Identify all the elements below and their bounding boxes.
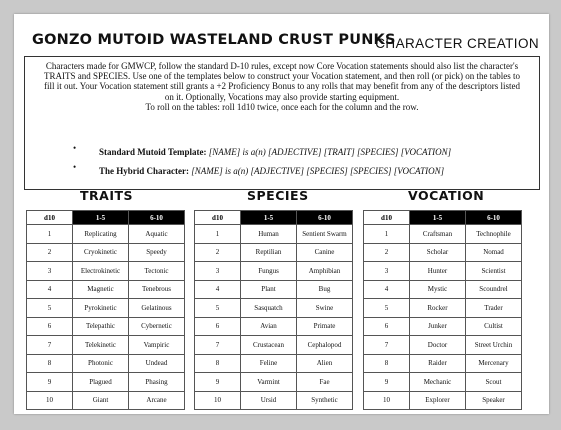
intro-paragraph: Characters made for GMWCP, follow the standard D-10 rules, except now Core Vocation statements should also list the character's TRAITS and SPECIES. Use one of the templates below to construct your Vocation statement, and then roll (or pick) on the tables to fill it out. Your Vocation statement still grants a +2 Proficiency Bonus to any rolls that may benefit from any of the descriptors listed on it. Optionally, Vocations may also provide starting equipment. bbox=[43, 61, 521, 102]
vocation-heading: VOCATION bbox=[408, 188, 485, 203]
roll-number-cell: 5 bbox=[27, 299, 73, 318]
template-hybrid-text: [NAME] is a(n) [ADJECTIVE] [SPECIES] [SPECIES] [VOCATION] bbox=[191, 166, 445, 176]
roll-number-cell: 10 bbox=[27, 391, 73, 410]
result-cell: Amphibian bbox=[297, 262, 353, 281]
traits-heading: TRAITS bbox=[80, 188, 134, 203]
table-row bbox=[195, 373, 353, 392]
roll-number-cell: 9 bbox=[195, 373, 241, 392]
roll-number-cell: 9 bbox=[364, 373, 410, 392]
table-header-col2: 6-10 bbox=[297, 211, 353, 225]
result-cell: Mystic bbox=[410, 280, 466, 299]
result-cell: Sentient Swarm bbox=[297, 225, 353, 244]
roll-number-cell: 5 bbox=[195, 299, 241, 318]
result-cell: Tenebrous bbox=[129, 280, 185, 299]
table-row bbox=[27, 299, 185, 318]
result-cell: Synthetic bbox=[297, 391, 353, 410]
roll-number-cell: 10 bbox=[195, 391, 241, 410]
result-cell: Avian bbox=[241, 317, 297, 336]
vocation-table bbox=[363, 210, 522, 410]
roll-number-cell: 2 bbox=[27, 243, 73, 262]
result-cell: Scholar bbox=[410, 243, 466, 262]
result-cell: Swine bbox=[297, 299, 353, 318]
table-header-col2: 6-10 bbox=[129, 211, 185, 225]
result-cell: Varmint bbox=[241, 373, 297, 392]
table-row bbox=[195, 262, 353, 281]
table-row bbox=[195, 243, 353, 262]
result-cell: Phasing bbox=[129, 373, 185, 392]
roll-number-cell: 1 bbox=[364, 225, 410, 244]
result-cell: Reptilian bbox=[241, 243, 297, 262]
result-cell: Replicating bbox=[73, 225, 129, 244]
table-row bbox=[364, 354, 522, 373]
result-cell: Doctor bbox=[410, 336, 466, 355]
roll-number-cell: 5 bbox=[364, 299, 410, 318]
template-standard-text: [NAME] is a(n) [ADJECTIVE] [TRAIT] [SPECIES] [VOCATION] bbox=[208, 147, 452, 157]
result-cell: Scientist bbox=[466, 262, 522, 281]
bullet-icon: • bbox=[73, 162, 77, 172]
roll-number-cell: 10 bbox=[364, 391, 410, 410]
table-row bbox=[195, 317, 353, 336]
result-cell: Aquatic bbox=[129, 225, 185, 244]
table-row bbox=[364, 317, 522, 336]
page-subtitle: CHARACTER CREATION bbox=[375, 36, 539, 51]
result-cell: Human bbox=[241, 225, 297, 244]
result-cell: Craftsman bbox=[410, 225, 466, 244]
table-row bbox=[195, 336, 353, 355]
table-row bbox=[195, 225, 353, 244]
roll-number-cell: 6 bbox=[27, 317, 73, 336]
result-cell: Fungus bbox=[241, 262, 297, 281]
table-row bbox=[27, 354, 185, 373]
result-cell: Magnetic bbox=[73, 280, 129, 299]
result-cell: Cryokinetic bbox=[73, 243, 129, 262]
result-cell: Giant bbox=[73, 391, 129, 410]
table-row bbox=[27, 280, 185, 299]
roll-number-cell: 4 bbox=[27, 280, 73, 299]
result-cell: Speaker bbox=[466, 391, 522, 410]
table-row bbox=[27, 373, 185, 392]
table-header-die: d10 bbox=[195, 211, 241, 225]
table-row bbox=[364, 280, 522, 299]
table-header-col1: 1-5 bbox=[410, 211, 466, 225]
result-cell: Cybernetic bbox=[129, 317, 185, 336]
result-cell: Mercenary bbox=[466, 354, 522, 373]
bullet-icon: • bbox=[73, 143, 77, 153]
roll-number-cell: 9 bbox=[27, 373, 73, 392]
table-row bbox=[364, 391, 522, 410]
result-cell: Cultist bbox=[466, 317, 522, 336]
roll-number-cell: 7 bbox=[364, 336, 410, 355]
character-sheet bbox=[14, 14, 549, 414]
table-header-die: d10 bbox=[364, 211, 410, 225]
table-row bbox=[27, 336, 185, 355]
roll-number-cell: 6 bbox=[364, 317, 410, 336]
result-cell: Vampiric bbox=[129, 336, 185, 355]
roll-number-cell: 8 bbox=[195, 354, 241, 373]
result-cell: Ursid bbox=[241, 391, 297, 410]
result-cell: Technophile bbox=[466, 225, 522, 244]
page-title: GONZO MUTOID WASTELAND CRUST PUNKS bbox=[32, 32, 396, 48]
table-header-die: d10 bbox=[27, 211, 73, 225]
result-cell: Hunter bbox=[410, 262, 466, 281]
template-hybrid bbox=[99, 166, 444, 176]
intro-roll-instruction: To roll on the tables: roll 1d10 twice, once each for the column and the row. bbox=[145, 101, 419, 112]
result-cell: Primate bbox=[297, 317, 353, 336]
result-cell: Mechanic bbox=[410, 373, 466, 392]
template-standard bbox=[99, 147, 451, 157]
result-cell: Telepathic bbox=[73, 317, 129, 336]
result-cell: Gelatinous bbox=[129, 299, 185, 318]
roll-number-cell: 2 bbox=[364, 243, 410, 262]
result-cell: Photonic bbox=[73, 354, 129, 373]
table-row bbox=[364, 373, 522, 392]
result-cell: Cephalopod bbox=[297, 336, 353, 355]
table-row bbox=[27, 262, 185, 281]
result-cell: Alien bbox=[297, 354, 353, 373]
table-row bbox=[364, 243, 522, 262]
result-cell: Raider bbox=[410, 354, 466, 373]
roll-number-cell: 3 bbox=[364, 262, 410, 281]
table-row bbox=[364, 225, 522, 244]
roll-number-cell: 3 bbox=[195, 262, 241, 281]
result-cell: Tectonic bbox=[129, 262, 185, 281]
result-cell: Undead bbox=[129, 354, 185, 373]
result-cell: Junker bbox=[410, 317, 466, 336]
intro-box bbox=[24, 56, 540, 190]
roll-number-cell: 4 bbox=[195, 280, 241, 299]
table-row bbox=[364, 299, 522, 318]
result-cell: Pyrokinetic bbox=[73, 299, 129, 318]
result-cell: Telekinetic bbox=[73, 336, 129, 355]
result-cell: Electrokinetic bbox=[73, 262, 129, 281]
result-cell: Plant bbox=[241, 280, 297, 299]
table-row bbox=[364, 262, 522, 281]
table-header-col2: 6-10 bbox=[466, 211, 522, 225]
table-header-col1: 1-5 bbox=[73, 211, 129, 225]
result-cell: Speedy bbox=[129, 243, 185, 262]
roll-number-cell: 3 bbox=[27, 262, 73, 281]
species-table bbox=[194, 210, 353, 410]
template-standard-label: Standard Mutoid Template: bbox=[99, 147, 207, 157]
result-cell: Crustacean bbox=[241, 336, 297, 355]
table-row bbox=[364, 336, 522, 355]
table-header-col1: 1-5 bbox=[241, 211, 297, 225]
table-row bbox=[195, 354, 353, 373]
result-cell: Sasquatch bbox=[241, 299, 297, 318]
result-cell: Plagued bbox=[73, 373, 129, 392]
result-cell: Explorer bbox=[410, 391, 466, 410]
result-cell: Street Urchin bbox=[466, 336, 522, 355]
table-row bbox=[27, 225, 185, 244]
roll-number-cell: 1 bbox=[27, 225, 73, 244]
result-cell: Scout bbox=[466, 373, 522, 392]
roll-number-cell: 1 bbox=[195, 225, 241, 244]
roll-number-cell: 7 bbox=[27, 336, 73, 355]
result-cell: Scoundrel bbox=[466, 280, 522, 299]
result-cell: Rocker bbox=[410, 299, 466, 318]
roll-number-cell: 8 bbox=[27, 354, 73, 373]
roll-number-cell: 6 bbox=[195, 317, 241, 336]
result-cell: Arcane bbox=[129, 391, 185, 410]
table-row bbox=[27, 317, 185, 336]
result-cell: Nomad bbox=[466, 243, 522, 262]
template-hybrid-label: The Hybrid Character: bbox=[99, 166, 189, 176]
table-row bbox=[27, 391, 185, 410]
table-row bbox=[195, 299, 353, 318]
roll-number-cell: 4 bbox=[364, 280, 410, 299]
traits-table bbox=[26, 210, 185, 410]
table-row bbox=[195, 391, 353, 410]
result-cell: Trader bbox=[466, 299, 522, 318]
result-cell: Bug bbox=[297, 280, 353, 299]
table-row bbox=[27, 243, 185, 262]
roll-number-cell: 8 bbox=[364, 354, 410, 373]
roll-number-cell: 7 bbox=[195, 336, 241, 355]
result-cell: Canine bbox=[297, 243, 353, 262]
result-cell: Feline bbox=[241, 354, 297, 373]
result-cell: Fae bbox=[297, 373, 353, 392]
table-row bbox=[195, 280, 353, 299]
species-heading: SPECIES bbox=[247, 188, 309, 203]
roll-number-cell: 2 bbox=[195, 243, 241, 262]
